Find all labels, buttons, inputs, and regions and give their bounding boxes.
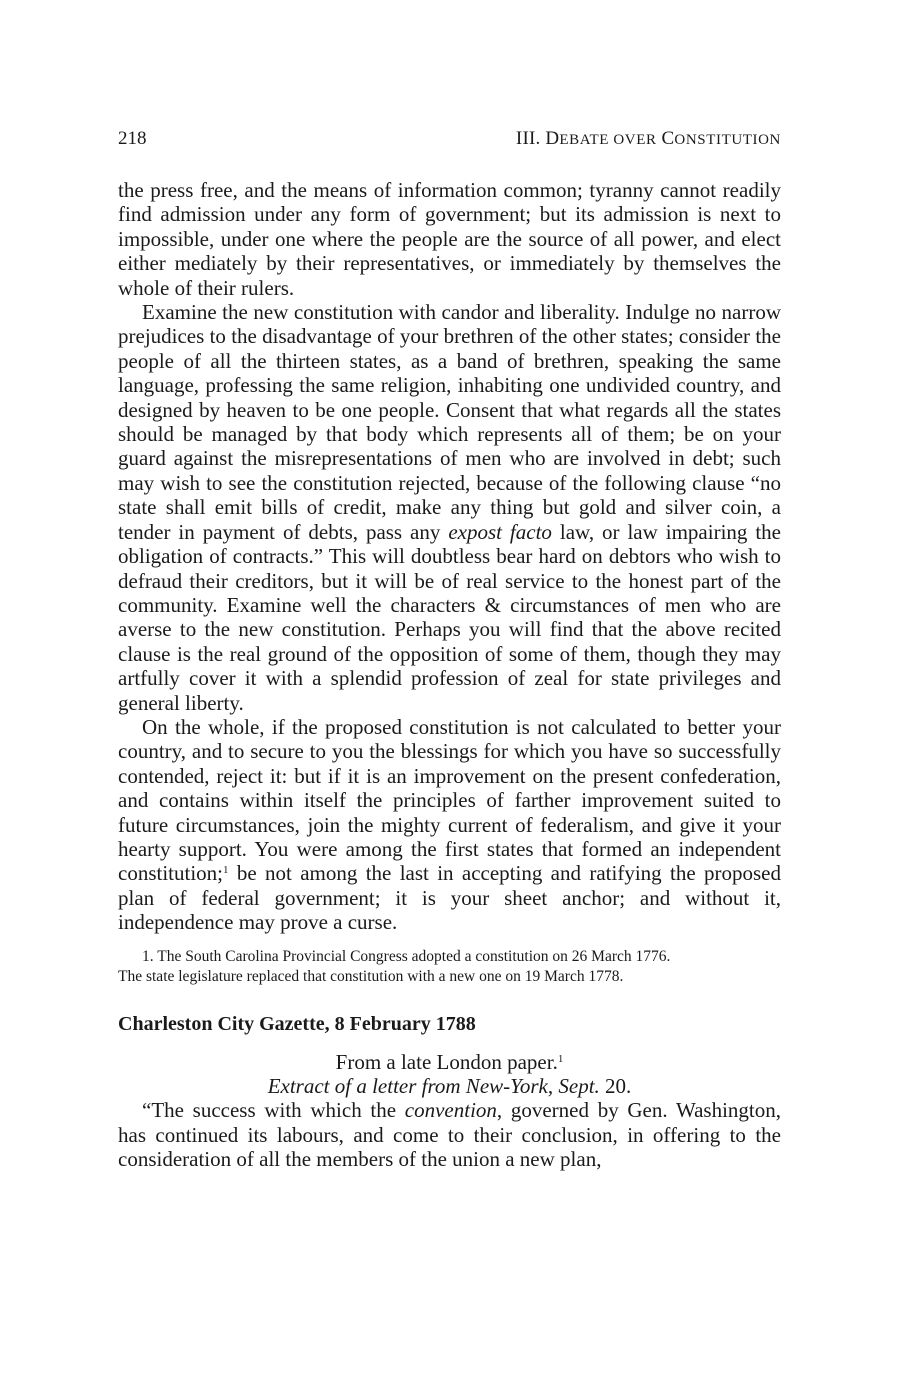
extract-line: Extract of a letter from New-York, Sept. 20. — [267, 1074, 632, 1098]
running-head — [118, 128, 781, 156]
section-heading: Charleston City Gazette, 8 February 1788 — [118, 1012, 476, 1035]
quote-paragraph: “The success with which the convention, governed by Gen. Washington, has continued its labours, and come to their conclusion, in offering to the consideration of all the members of the union a new plan, — [118, 1098, 781, 1172]
footnote-ref: 1 — [223, 864, 229, 877]
paragraph-2: Examine the new constitution with candor and liberality. Indulge no narrow prejudices to the disadvantage of your brethren of the other states; consider the people of all the thirteen states, as a band of brethren, speaking the same language, professing the same religion, inhabiting one undivided country, and designed by heaven to be one people. Consent that what regards all the states should be managed by that body which represents all of them; be on your guard against the misrepresentations of men who are involved in debt; such may wish to see the constitution rejected, because of the following clause “no state shall emit bills of credit, make any thing but gold and silver coin, a tender in payment of debts, pass any expost facto law, or law impairing the obligation of contracts.” This will doubtless bear hard on debtors who wish to defraud their creditors, but it will be of real service to the honest part of the community. Examine well the characters & circumstances of men who are averse to the new constitution. Perhaps you will find that the above recited clause is the real ground of the opposition of some of them, though they may artfully cover it with a splendid profession of zeal for state privileges and general liberty. — [118, 300, 782, 715]
source-footnote-ref: 1 — [557, 1052, 564, 1065]
footnote-line-1: 1. The South Carolina Provincial Congress adopted a constitution on 26 March 1776. — [142, 947, 671, 965]
footnote — [118, 947, 781, 988]
footnote-line-2: The state legislature replaced that constitution with a new one on 19 March 1778. — [118, 968, 624, 986]
body-text — [118, 178, 781, 1172]
source-line: From a late London paper.$^1$ — [335, 1049, 564, 1074]
page-number: 218 — [118, 128, 147, 149]
paragraph-3: On the whole, if the proposed constitution is not calculated to better your country, and to secure to you the blessings for which you have so successfully contended, reject it: but if it is an improvement on the present confederation, and contains within itself the principles of farther improvement suited to future circumstances, join the mighty current of federalism, and give it your hearty support. You were among the first states that formed an independent constitution;$^1$ be not among the last in accepting and ratifying the proposed plan of federal government; it is your sheet anchor; and without it, independence may prove a curse. — [118, 714, 781, 935]
running-title: III. DEBATE OVER CONSTITUTION — [515, 128, 781, 149]
paragraph-1: the press free, and the means of information common; tyranny cannot readily find admission under any form of government; but its admission is next to impossible, under one where the people are the source of all power, and elect either mediately by their representatives, or immediately by themselves the whole of their rulers. — [118, 178, 781, 300]
